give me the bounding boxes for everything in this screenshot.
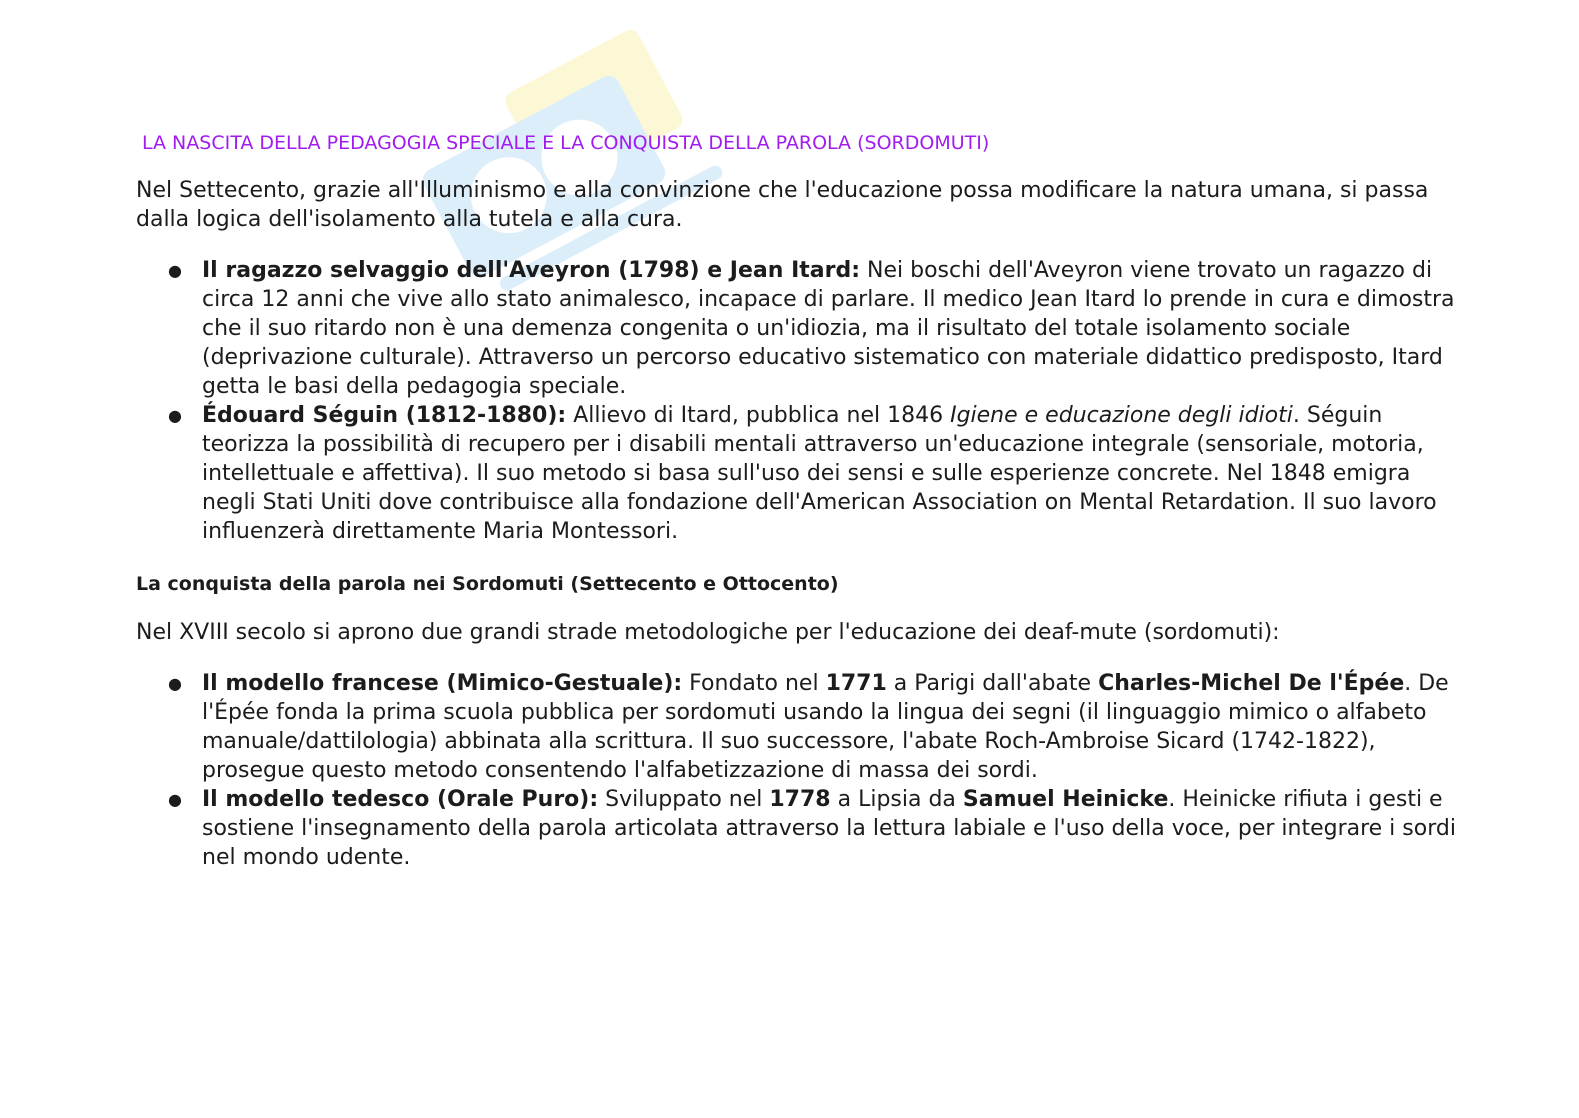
list-item-heading: Il modello francese (Mimico-Gestuale): bbox=[202, 671, 683, 696]
list-item-text: . Séguin teorizza la possibilità di recupero per i disabili mentali attraverso un'educazione integrale (sensoriale, motoria, intellettuale e affettiva). Il suo metodo si basa sull'uso dei sensi e sulle esperienze concrete. Nel 1848 emigra negli Stati Uniti dove contribuisce alla fondazione dell'American Association on Mental Retardation. Il suo lavoro influenzerà direttamente Maria Montessori. bbox=[202, 403, 1437, 544]
list-item-heading: Il ragazzo selvaggio dell'Aveyron (1798) e Jean Itard: bbox=[202, 258, 861, 283]
bullet-dot-icon: ● bbox=[168, 261, 182, 280]
list-item bbox=[168, 785, 1456, 872]
person-highlight: Samuel Heinicke bbox=[962, 787, 1169, 812]
list-item-text: Nei boschi dell'Aveyron viene trovato un ragazzo di circa 12 anni che vive allo stato animalesco, incapace di parlare. Il medico Jean Itard lo prende in cura e dimostra che il suo ritardo non è una demenza congenita o un'idiozia, ma il risultato del totale isolamento sociale (deprivazione culturale). Attraverso un percorso educativo sistematico con materiale didattico predisposto, Itard getta le basi della pedagogia speciale. bbox=[202, 258, 1455, 399]
document-title: LA NASCITA DELLA PEDAGOGIA SPECIALE E LA CONQUISTA DELLA PAROLA (SORDOMUTI) bbox=[142, 132, 990, 154]
list-item-text: Allievo di Itard, pubblica nel 1846 bbox=[566, 403, 951, 428]
list-item-text: Fondato nel bbox=[682, 671, 826, 696]
bullet-dot-icon: ● bbox=[168, 674, 182, 693]
list-item-text: Sviluppato nel bbox=[598, 787, 770, 812]
list-item-text: . Heinicke rifiuta i gesti e sostiene l'insegnamento della parola articolata attraverso la lettura labiale e l'uso della voce, per integrare i sordi nel mondo udente. bbox=[202, 787, 1456, 870]
list-item-text: a Parigi dall'abate bbox=[886, 671, 1099, 696]
list-item bbox=[168, 256, 1456, 401]
document-page bbox=[136, 128, 1456, 872]
list-item bbox=[168, 669, 1456, 785]
bullet-list-deaf-education bbox=[136, 669, 1456, 872]
list-item-text: . De l'Épée fonda la prima scuola pubblica per sordomuti usando la lingua dei segni (il linguaggio mimico o alfabeto manuale/dattilologia) abbinata alla scrittura. Il suo successore, l'abate Roch-Ambroise Sicard (1742-1822), prosegue questo metodo consentendo l'alfabetizzazione di massa dei sordi. bbox=[202, 671, 1449, 783]
list-item bbox=[168, 401, 1456, 546]
list-item-heading: Il modello tedesco (Orale Puro): bbox=[202, 787, 599, 812]
bullet-list-pedagogy bbox=[136, 256, 1456, 546]
bullet-dot-icon: ● bbox=[168, 406, 182, 425]
list-item-heading: Édouard Séguin (1812-1880): bbox=[202, 403, 567, 428]
book-title: Igiene e educazione degli idioti bbox=[950, 403, 1293, 428]
year-highlight: 1778 bbox=[769, 787, 831, 812]
section-subheading: La conquista della parola nei Sordomuti (Settecento e Ottocento) bbox=[136, 573, 839, 595]
bullet-dot-icon: ● bbox=[168, 790, 182, 809]
intro2-paragraph: Nel XVIII secolo si aprono due grandi strade metodologiche per l'educazione dei deaf-mute (sordomuti): bbox=[136, 620, 1280, 645]
intro-paragraph: Nel Settecento, grazie all'Illuminismo e alla convinzione che l'educazione possa modificare la natura umana, si passa dalla logica dell'isolamento alla tutela e alla cura. bbox=[136, 178, 1429, 232]
year-highlight: 1771 bbox=[825, 671, 887, 696]
person-highlight: Charles-Michel De l'Épée bbox=[1098, 671, 1405, 696]
list-item-text: a Lipsia da bbox=[830, 787, 963, 812]
